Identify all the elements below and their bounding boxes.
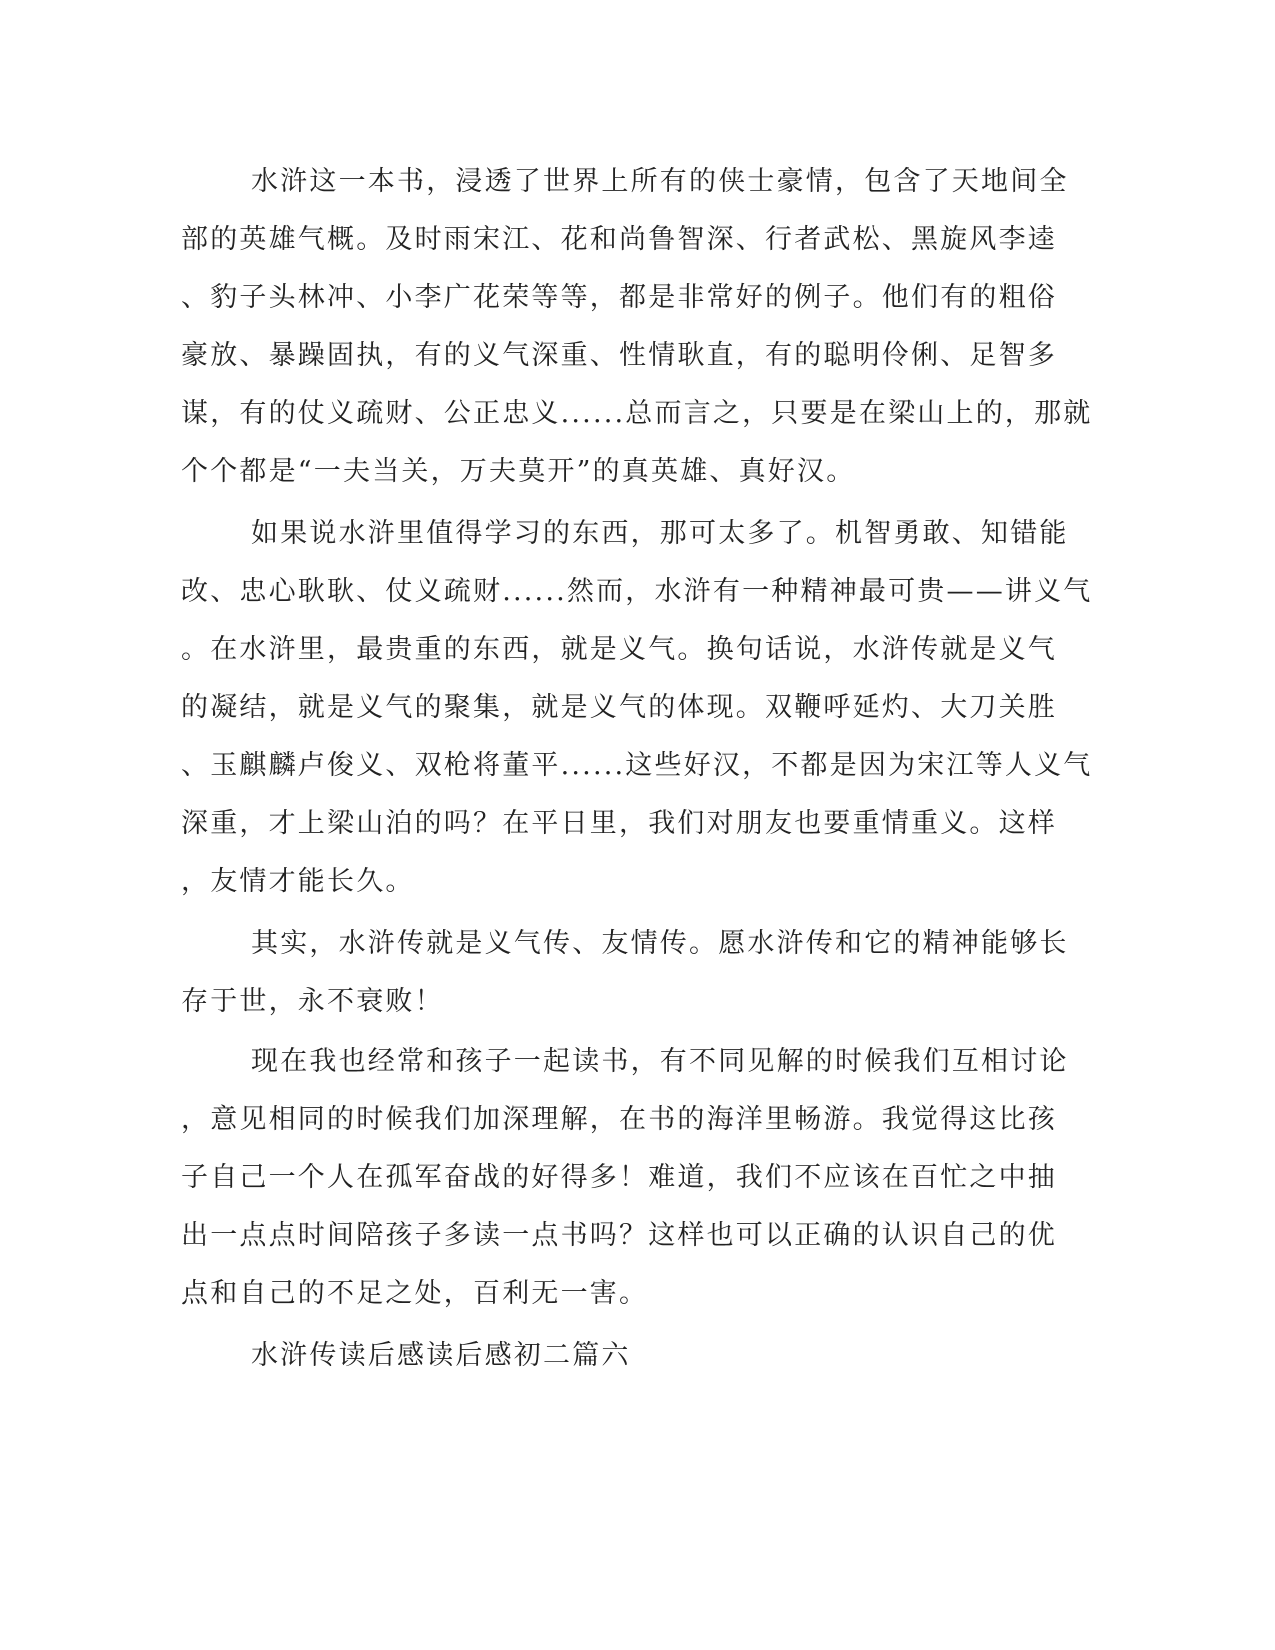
paragraph-3-line-2 bbox=[0, 982, 1275, 1022]
text-line: ，友情才能长久。 bbox=[181, 866, 415, 897]
paragraph-2-line-1 bbox=[0, 514, 1275, 554]
text-line: 的凝结，就是义气的聚集，就是义气的体现。双鞭呼延灼、大刀关胜 bbox=[181, 692, 1057, 723]
text-line: 深重，才上梁山泊的吗？在平日里，我们对朋友也要重情重义。这样 bbox=[181, 808, 1057, 839]
text-line: 存于世，永不衰败！ bbox=[181, 986, 444, 1017]
text-line: 。在水浒里，最贵重的东西，就是义气。换句话说，水浒传就是义气 bbox=[181, 634, 1057, 665]
paragraph-5-line-1 bbox=[0, 1336, 1275, 1376]
paragraph-4-line-1 bbox=[0, 1042, 1275, 1082]
text-line: 出一点点时间陪孩子多读一点书吗？这样也可以正确的认识自己的优 bbox=[181, 1220, 1057, 1251]
paragraph-2-line-6 bbox=[0, 804, 1275, 844]
paragraph-2-line-7 bbox=[0, 862, 1275, 902]
paragraph-1-line-6 bbox=[0, 452, 1275, 492]
text-line: 水浒传读后感读后感初二篇六 bbox=[251, 1340, 631, 1371]
text-line: 水浒这一本书，浸透了世界上所有的侠士豪情，包含了天地间全 bbox=[251, 166, 1069, 197]
paragraph-4-line-2 bbox=[0, 1100, 1275, 1140]
text-line: 现在我也经常和孩子一起读书，有不同见解的时候我们互相讨论 bbox=[251, 1046, 1069, 1077]
paragraph-1-line-5 bbox=[0, 394, 1275, 434]
paragraph-1-line-1 bbox=[0, 162, 1275, 202]
paragraph-2-line-4 bbox=[0, 688, 1275, 728]
text-line: 如果说水浒里值得学习的东西，那可太多了。机智勇敢、知错能 bbox=[251, 518, 1069, 549]
paragraph-4-line-5 bbox=[0, 1274, 1275, 1314]
text-line: 、玉麒麟卢俊义、双枪将董平......这些好汉，不都是因为宋江等人义气 bbox=[181, 750, 1093, 781]
text-line: 部的英雄气概。及时雨宋江、花和尚鲁智深、行者武松、黑旋风李逵 bbox=[181, 224, 1057, 255]
paragraph-2-line-3 bbox=[0, 630, 1275, 670]
text-line: 个个都是“一夫当关，万夫莫开”的真英雄、真好汉。 bbox=[181, 456, 856, 487]
paragraph-3-line-1 bbox=[0, 924, 1275, 964]
paragraph-1-line-2 bbox=[0, 220, 1275, 260]
text-line: 点和自己的不足之处，百利无一害。 bbox=[181, 1278, 649, 1309]
text-line: 子自己一个人在孤军奋战的好得多！难道，我们不应该在百忙之中抽 bbox=[181, 1162, 1057, 1193]
text-line: 、豹子头林冲、小李广花荣等等，都是非常好的例子。他们有的粗俗 bbox=[181, 282, 1057, 313]
text-line: 谋，有的仗义疏财、公正忠义......总而言之，只要是在梁山上的，那就 bbox=[181, 398, 1093, 429]
paragraph-1-line-3 bbox=[0, 278, 1275, 318]
text-line: 其实，水浒传就是义气传、友情传。愿水浒传和它的精神能够长 bbox=[251, 928, 1069, 959]
paragraph-4-line-4 bbox=[0, 1216, 1275, 1256]
paragraph-1-line-4 bbox=[0, 336, 1275, 376]
text-line: ，意见相同的时候我们加深理解，在书的海洋里畅游。我觉得这比孩 bbox=[181, 1104, 1057, 1135]
text-line: 豪放、暴躁固执，有的义气深重、性情耿直，有的聪明伶俐、足智多 bbox=[181, 340, 1057, 371]
paragraph-2-line-2 bbox=[0, 572, 1275, 612]
text-line: 改、忠心耿耿、仗义疏财......然而，水浒有一种精神最可贵——讲义气 bbox=[181, 576, 1093, 607]
paragraph-4-line-3 bbox=[0, 1158, 1275, 1198]
paragraph-2-line-5 bbox=[0, 746, 1275, 786]
